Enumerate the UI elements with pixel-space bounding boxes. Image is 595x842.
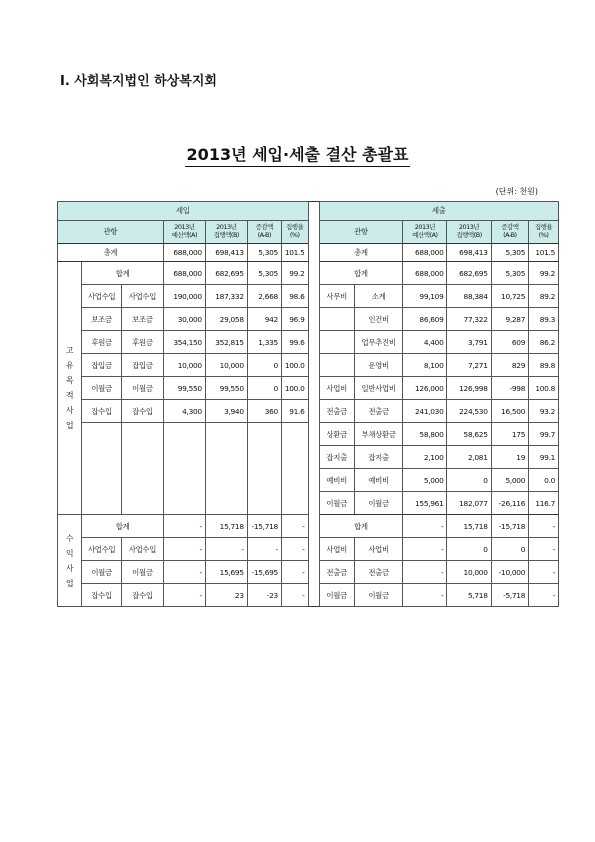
- table-cell: -5,718: [491, 584, 529, 607]
- income-col-executed-line1: 2013년: [216, 223, 237, 232]
- income-gwan: 이월금: [82, 377, 122, 400]
- table-cell: 99.7: [529, 423, 559, 446]
- expense-col-rate: [529, 220, 559, 243]
- table-cell: -23: [247, 584, 281, 607]
- table-cell: 0: [447, 469, 491, 492]
- column-gap: [308, 308, 319, 331]
- column-gap: [308, 331, 319, 354]
- column-gap: [308, 492, 319, 515]
- expense-hang: 운영비: [354, 354, 403, 377]
- profit-category-char: 익: [65, 548, 74, 558]
- column-gap: [308, 400, 319, 423]
- table-cell: 86,609: [403, 308, 447, 331]
- column-gap: [308, 202, 319, 244]
- table-cell: 688,000: [163, 243, 205, 262]
- table-cell: 19: [491, 446, 529, 469]
- profit-total-label: 합계: [82, 515, 164, 538]
- table-cell: 682,695: [205, 262, 247, 285]
- purpose-category-char: 고: [65, 346, 74, 356]
- income-hang: 사업수입: [121, 538, 163, 561]
- table-cell: 5,305: [247, 243, 281, 262]
- income-col-diff-line2: (A-B): [257, 230, 272, 239]
- table-cell: 698,413: [205, 243, 247, 262]
- expense-hang: 업무추진비: [354, 331, 403, 354]
- table-cell: 224,530: [447, 400, 491, 423]
- income-header: 세입: [58, 202, 309, 221]
- table-cell: 99.2: [281, 262, 308, 285]
- table-row: [58, 400, 559, 423]
- income-col-rate-line2: (%): [289, 230, 300, 239]
- table-cell: 116.7: [529, 492, 559, 515]
- table-row: [58, 331, 559, 354]
- table-cell: 126,998: [447, 377, 491, 400]
- expense-col-diff: [491, 220, 529, 243]
- income-hang: 이월금: [121, 561, 163, 584]
- purpose-total-row: [58, 262, 559, 285]
- table-cell: 101.5: [281, 243, 308, 262]
- empty-cell: [281, 423, 308, 515]
- expense-gwan: [319, 331, 354, 354]
- budget-summary-table: [57, 201, 559, 607]
- income-gwan: 잡수입: [82, 584, 122, 607]
- column-gap: [308, 584, 319, 607]
- expense-gwan: 잡지출: [319, 446, 354, 469]
- income-gwan: 사업수입: [82, 538, 122, 561]
- table-row: [58, 308, 559, 331]
- table-cell: 2,668: [247, 285, 281, 308]
- table-cell: 4,300: [163, 400, 205, 423]
- table-cell: 10,000: [447, 561, 491, 584]
- expense-hang: 전출금: [354, 561, 403, 584]
- table-cell: 155,961: [403, 492, 447, 515]
- table-cell: -26,116: [491, 492, 529, 515]
- table-cell: 0: [447, 538, 491, 561]
- expense-gwan: 상환금: [319, 423, 354, 446]
- purpose-total-expense-label: 합계: [319, 262, 403, 285]
- income-gwan: 후원금: [82, 331, 122, 354]
- column-gap: [308, 538, 319, 561]
- expense-gwan: [319, 308, 354, 331]
- table-cell: -: [403, 515, 447, 538]
- table-cell: 3,940: [205, 400, 247, 423]
- income-hang: 이월금: [121, 377, 163, 400]
- column-gap: [308, 446, 319, 469]
- page-title-text: 2013년 세입·세출 결산 총괄표: [185, 145, 411, 167]
- table-cell: 942: [247, 308, 281, 331]
- table-cell: 29,058: [205, 308, 247, 331]
- table-cell: 688,000: [163, 262, 205, 285]
- table-cell: 241,030: [403, 400, 447, 423]
- empty-cell: [82, 423, 122, 515]
- income-col-budget: [163, 220, 205, 243]
- purpose-category-char: 적: [65, 391, 74, 401]
- table-cell: 99,109: [403, 285, 447, 308]
- table-cell: 688,000: [403, 243, 447, 262]
- expense-gwan: 예비비: [319, 469, 354, 492]
- income-col-diff-line1: 증감액: [255, 223, 273, 232]
- table-cell: 15,695: [205, 561, 247, 584]
- table-cell: -998: [491, 377, 529, 400]
- table-cell: 99,550: [205, 377, 247, 400]
- profit-category-char: 사: [65, 563, 74, 573]
- income-gwan: 사업수입: [82, 285, 122, 308]
- table-cell: 99.6: [281, 331, 308, 354]
- page-title: [0, 142, 595, 165]
- column-gap: [308, 285, 319, 308]
- table-cell: 89.2: [529, 285, 559, 308]
- income-hang: 후원금: [121, 331, 163, 354]
- table-cell: 101.5: [529, 243, 559, 262]
- expense-col-diff-line1: 증감액: [501, 223, 519, 232]
- table-cell: 829: [491, 354, 529, 377]
- table-cell: 15,718: [447, 515, 491, 538]
- profit-total-expense-label: 합계: [319, 515, 403, 538]
- column-gap: [308, 377, 319, 400]
- table-cell: 2,081: [447, 446, 491, 469]
- empty-cell: [205, 423, 247, 515]
- income-col-budget-line1: 2013년: [174, 223, 195, 232]
- table-cell: -: [529, 584, 559, 607]
- income-gwan: 잡입금: [82, 354, 122, 377]
- empty-cell: [247, 423, 281, 515]
- table-cell: 58,625: [447, 423, 491, 446]
- table-cell: 0: [247, 354, 281, 377]
- table-cell: 91.6: [281, 400, 308, 423]
- table-cell: -15,718: [247, 515, 281, 538]
- table-cell: 77,322: [447, 308, 491, 331]
- table-cell: 3,791: [447, 331, 491, 354]
- table-cell: 30,000: [163, 308, 205, 331]
- table-cell: 93.2: [529, 400, 559, 423]
- expense-hang: 사업비: [354, 538, 403, 561]
- expense-gwan: [319, 354, 354, 377]
- table-cell: 99.2: [529, 262, 559, 285]
- table-cell: 5,718: [447, 584, 491, 607]
- expense-hang: 일반사업비: [354, 377, 403, 400]
- table-cell: 360: [247, 400, 281, 423]
- expense-hang: 부채상환금: [354, 423, 403, 446]
- expense-header: 세출: [319, 202, 558, 221]
- income-col-gwanhang: 관항: [58, 220, 164, 243]
- table-cell: -15,695: [247, 561, 281, 584]
- income-gwan: 보조금: [82, 308, 122, 331]
- column-gap: [308, 262, 319, 285]
- income-col-rate: [281, 220, 308, 243]
- column-gap: [308, 561, 319, 584]
- table-cell: 86.2: [529, 331, 559, 354]
- expense-col-budget-line1: 2013년: [414, 223, 436, 232]
- purpose-category-char: 사: [65, 406, 74, 416]
- table-cell: 99,550: [163, 377, 205, 400]
- expense-hang: 예비비: [354, 469, 403, 492]
- table-cell: -15,718: [491, 515, 529, 538]
- expense-hang: 인건비: [354, 308, 403, 331]
- table-cell: 5,000: [491, 469, 529, 492]
- expense-col-diff-line2: (A-B): [503, 230, 517, 239]
- table-cell: 190,000: [163, 285, 205, 308]
- table-cell: 354,150: [163, 331, 205, 354]
- table-cell: -: [247, 538, 281, 561]
- income-col-executed-line2: 집행액(B): [213, 230, 239, 239]
- column-gap: [308, 243, 319, 262]
- table-cell: 0.0: [529, 469, 559, 492]
- table-row: [58, 561, 559, 584]
- profit-category-char: 수: [65, 533, 74, 543]
- expense-gwan: 전출금: [319, 400, 354, 423]
- table-cell: 5,000: [403, 469, 447, 492]
- table-cell: 126,000: [403, 377, 447, 400]
- purpose-category-char: 목: [65, 376, 74, 386]
- table-cell: 88,384: [447, 285, 491, 308]
- expense-col-gwanhang: 관항: [319, 220, 403, 243]
- table-cell: 9,287: [491, 308, 529, 331]
- table-cell: 100.0: [281, 377, 308, 400]
- expense-hang: 잡지출: [354, 446, 403, 469]
- table-cell: 0: [247, 377, 281, 400]
- income-gwan: 이월금: [82, 561, 122, 584]
- table-cell: -: [281, 515, 308, 538]
- income-hang: 잡수입: [121, 400, 163, 423]
- expense-col-executed-line2: 집행액(B): [456, 230, 482, 239]
- table-cell: 682,695: [447, 262, 491, 285]
- table-cell: -: [281, 538, 308, 561]
- income-col-diff: [247, 220, 281, 243]
- table-cell: 58,800: [403, 423, 447, 446]
- table-cell: 4,400: [403, 331, 447, 354]
- table-cell: -10,000: [491, 561, 529, 584]
- grand-total-label: 총계: [58, 243, 164, 262]
- table-cell: -: [163, 584, 205, 607]
- expense-gwan: 이월금: [319, 584, 354, 607]
- table-cell: 8,100: [403, 354, 447, 377]
- table-cell: 182,077: [447, 492, 491, 515]
- column-gap: [308, 354, 319, 377]
- header-row-sections: [58, 202, 559, 221]
- profit-total-row: [58, 515, 559, 538]
- table-cell: 15,718: [205, 515, 247, 538]
- table-cell: 10,725: [491, 285, 529, 308]
- expense-hang: 소계: [354, 285, 403, 308]
- table-row: [58, 354, 559, 377]
- table-cell: 5,305: [491, 243, 529, 262]
- table-cell: 96.9: [281, 308, 308, 331]
- empty-cell: [163, 423, 205, 515]
- income-gwan: 잡수입: [82, 400, 122, 423]
- expense-hang: 이월금: [354, 492, 403, 515]
- table-cell: 175: [491, 423, 529, 446]
- income-col-rate-line1: 집행율: [286, 223, 304, 232]
- table-cell: -: [163, 538, 205, 561]
- table-cell: -: [529, 515, 559, 538]
- expense-gwan: 사업비: [319, 538, 354, 561]
- table-row: [58, 538, 559, 561]
- profit-category-char: 업: [65, 578, 74, 588]
- table-cell: 7,271: [447, 354, 491, 377]
- purpose-category-char: 업: [65, 421, 74, 431]
- table-cell: 10,000: [205, 354, 247, 377]
- table-row: [58, 377, 559, 400]
- expense-col-rate-line1: 집행율: [534, 223, 553, 232]
- income-hang: 잡입금: [121, 354, 163, 377]
- table-cell: -: [403, 584, 447, 607]
- table-cell: 16,500: [491, 400, 529, 423]
- table-cell: 1,335: [247, 331, 281, 354]
- column-gap: [308, 469, 319, 492]
- expense-gwan: 이월금: [319, 492, 354, 515]
- empty-cell: [121, 423, 163, 515]
- table-cell: -: [163, 515, 205, 538]
- expense-col-budget-line2: 예산액(A): [412, 230, 438, 239]
- table-cell: 0: [491, 538, 529, 561]
- column-gap: [308, 515, 319, 538]
- table-cell: -: [529, 538, 559, 561]
- purpose-category-char: 유: [65, 361, 74, 371]
- table-cell: 2,100: [403, 446, 447, 469]
- table-row: [58, 584, 559, 607]
- table-cell: 688,000: [403, 262, 447, 285]
- table-cell: -: [205, 538, 247, 561]
- expense-gwan: 사업비: [319, 377, 354, 400]
- column-gap: [308, 423, 319, 446]
- expense-col-rate-line2: (%): [538, 230, 549, 239]
- income-hang: 보조금: [121, 308, 163, 331]
- purpose-category-label: [58, 262, 82, 515]
- table-cell: 698,413: [447, 243, 491, 262]
- expense-hang: 전출금: [354, 400, 403, 423]
- section-title: Ⅰ. 사회복지법인 하상복지회: [60, 74, 217, 89]
- table-cell: 609: [491, 331, 529, 354]
- table-cell: 5,305: [491, 262, 529, 285]
- grand-total-row: [58, 243, 559, 262]
- table-cell: 89.8: [529, 354, 559, 377]
- table-cell: -: [403, 561, 447, 584]
- table-cell: 89.3: [529, 308, 559, 331]
- expense-gwan: 사무비: [319, 285, 354, 308]
- table-row: [58, 423, 559, 446]
- expense-col-executed-line1: 2013년: [458, 223, 480, 232]
- table-cell: 100.0: [281, 354, 308, 377]
- table-cell: -: [281, 561, 308, 584]
- income-col-executed: [205, 220, 247, 243]
- table-cell: -: [403, 538, 447, 561]
- table-cell: -: [529, 561, 559, 584]
- table-cell: 187,332: [205, 285, 247, 308]
- table-cell: 99.1: [529, 446, 559, 469]
- expense-col-executed: [447, 220, 491, 243]
- income-hang: 잡수입: [121, 584, 163, 607]
- table-cell: 352,815: [205, 331, 247, 354]
- table-cell: 5,305: [247, 262, 281, 285]
- expense-gwan: 전출금: [319, 561, 354, 584]
- grand-total-expense-label: 총계: [319, 243, 403, 262]
- income-col-budget-line2: 예산액(A): [171, 230, 198, 239]
- table-cell: 98.6: [281, 285, 308, 308]
- table-cell: 10,000: [163, 354, 205, 377]
- table-cell: -: [163, 561, 205, 584]
- expense-hang: 이월금: [354, 584, 403, 607]
- table-row: [58, 285, 559, 308]
- expense-col-budget: [403, 220, 447, 243]
- income-hang: 사업수입: [121, 285, 163, 308]
- table-cell: -: [281, 584, 308, 607]
- profit-category-label: [58, 515, 82, 607]
- purpose-total-label: 합계: [82, 262, 164, 285]
- unit-note: (단위: 천원): [495, 187, 538, 196]
- table-cell: 100.8: [529, 377, 559, 400]
- table-cell: 23: [205, 584, 247, 607]
